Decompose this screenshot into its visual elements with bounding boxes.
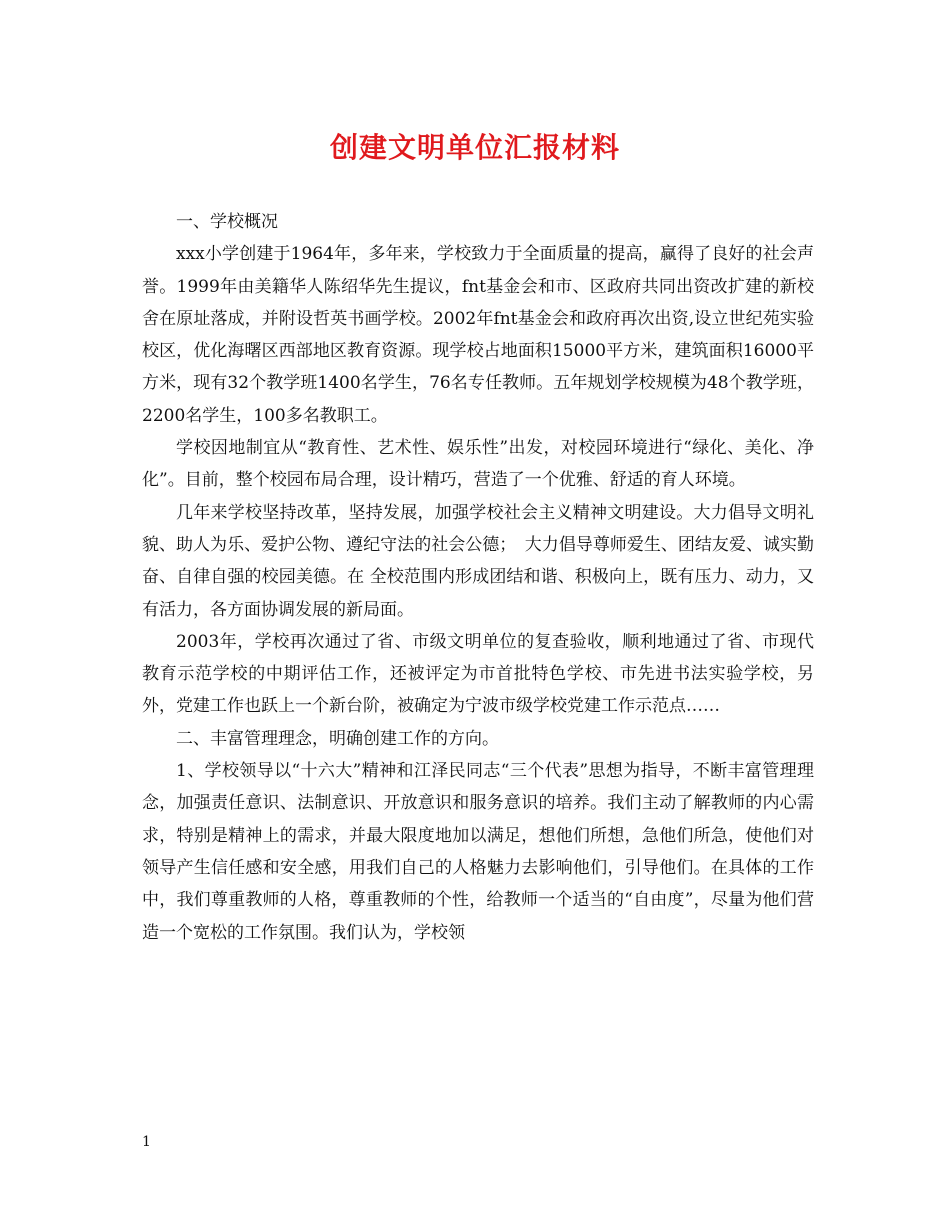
paragraph: 几年来学校坚持改革，坚持发展，加强学校社会主义精神文明建设。大力倡导文明礼貌、助人为乐、爱护公物、遵纪守法的社会公德； 大力倡导尊师爱生、团结友爱、诚实勤奋、自律自强的校园美德。在 全校范围内形成团结和谐、积极向上，既有压力、动力，又有活力，各方面协调发展的新局面。 (142, 502, 814, 620)
paragraph: 1、学校领导以“十六大”精神和江泽民同志“三个代表”思想为指导，不断丰富管理理念，加强责任意识、法制意识、开放意识和服务意识的培养。我们主动了解教师的内心需求，特别是精神上的需求，并最大限度地加以满足，想他们所想，急他们所急，使他们对领导产生信任感和安全感，用我们自己的人格魅力去影响他们，引导他们。在具体的工作中，我们尊重教师的人格，尊重教师的个性，给教师一个适当的“自由度”，尽量为他们营造一个宽松的工作氛围。我们认为，学校领 (142, 761, 814, 943)
section-heading: 一、学校概况 (176, 212, 278, 232)
paragraph: 2003年，学校再次通过了省、市级文明单位的复查验收，顺利地通过了省、市现代教育示范学校的中期评估工作，还被评定为市首批特色学校、市先进书法实验学校，另外，党建工作也跃上一个新台阶，被确定为宁波市级学校党建工作示范点…… (142, 631, 814, 717)
section-heading: 二、丰富管理理念，明确创建工作的方向。 (176, 728, 499, 749)
paragraph: 学校因地制宜从“教育性、艺术性、娱乐性”出发，对校园环境进行“绿化、美化、净化”。目前，整个校园布局合理，设计精巧，营造了一个优雅、舒适的育人环境。 (142, 438, 814, 491)
paragraph: xxx小学创建于1964年，多年来，学校致力于全面质量的提高，赢得了良好的社会声誉。1999年由美籍华人陈绍华先生提议，fnt基金会和市、区政府共同出资改扩建的新校舍在原址落成，并附设哲英书画学校。2002年fnt基金会和政府再次出资,设立世纪苑实验校区，优化海曙区西部地区教育资源。现学校占地面积15000平方米，建筑面积16000平方米，现有32个教学班1400名学生，76名专任教师。五年规划学校规模为48个教学班，2200名学生，100多名教职工。 (142, 244, 814, 426)
page-number: 1 (142, 1134, 151, 1150)
document-title: 创建文明单位汇报材料 (329, 131, 620, 164)
document-body (142, 206, 814, 949)
